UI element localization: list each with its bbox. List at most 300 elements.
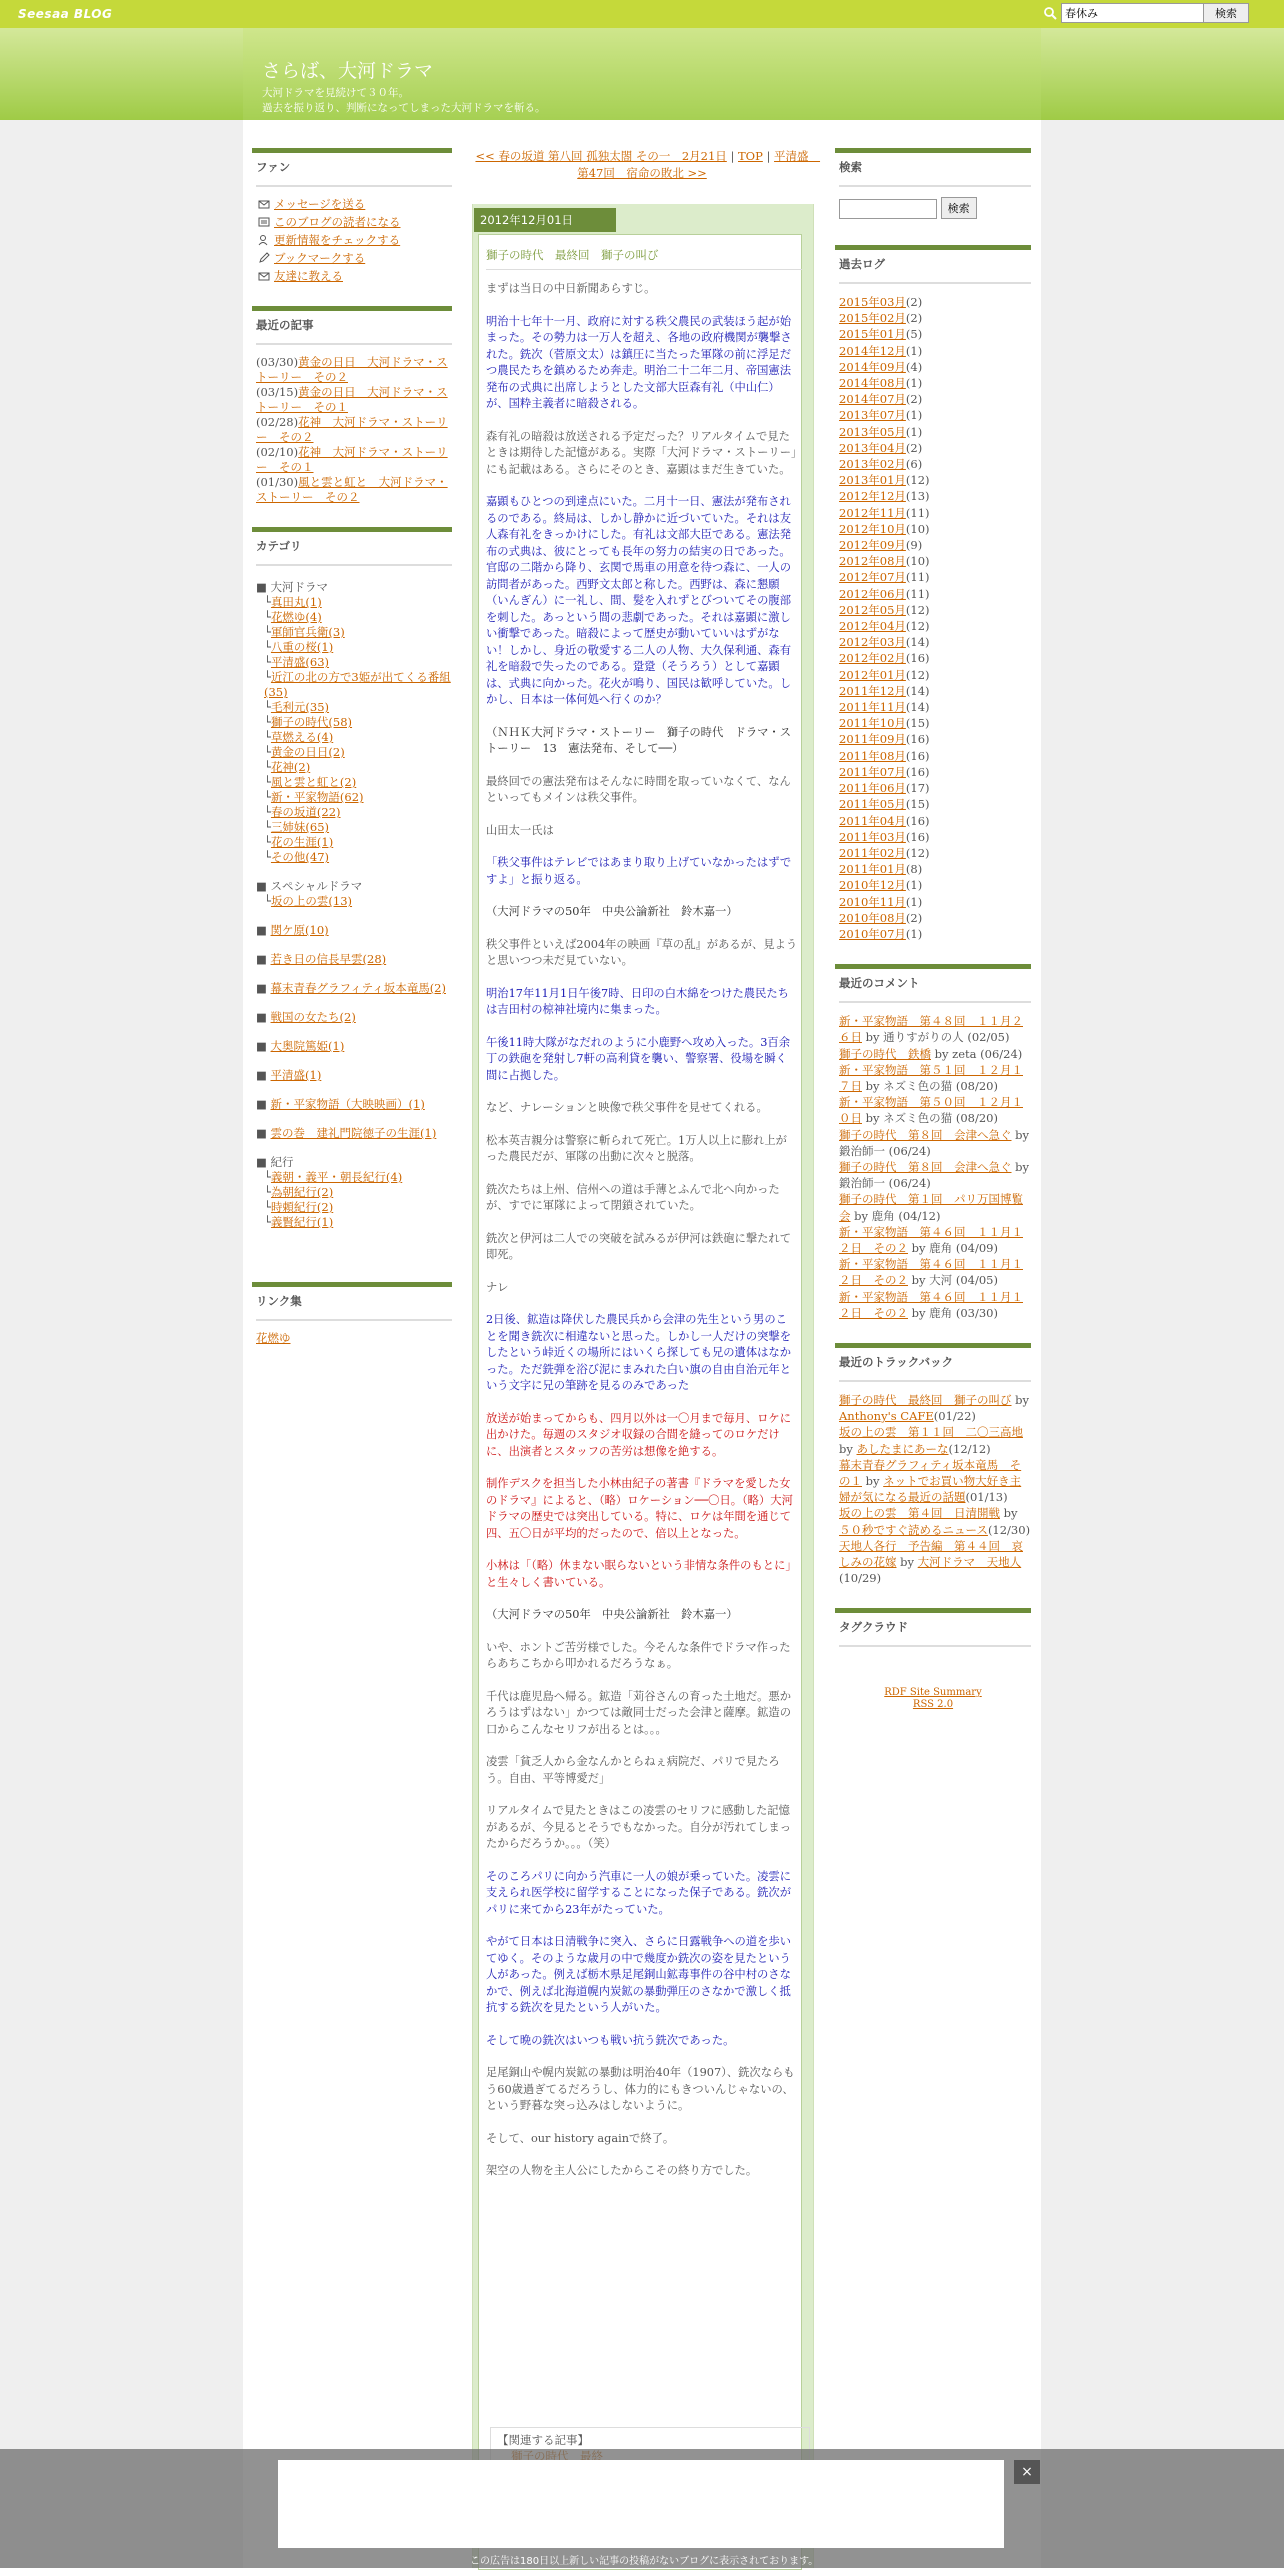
trackback-article-link[interactable]: 獅子の時代 最終回 獅子の叫び xyxy=(839,1392,1012,1407)
archive-item xyxy=(839,602,1031,618)
main-content xyxy=(466,148,821,182)
tree-branch-icon: └ xyxy=(264,595,271,609)
category-link[interactable]: 八重の桜(1) xyxy=(270,640,334,654)
prev-entry-link[interactable]: << 春の坂道 第八回 孤独太閤 その一 2月21日 xyxy=(475,149,727,163)
category-link[interactable]: 花の生涯(1) xyxy=(270,835,334,849)
archive-item xyxy=(839,796,1031,812)
archive-link[interactable]: 2012年06月 xyxy=(839,586,906,601)
fan-box xyxy=(252,148,452,284)
bullet-icon: ■ xyxy=(256,879,271,893)
comment-article-link[interactable]: 獅子の時代 第８回 会津へ急ぐ xyxy=(839,1127,1012,1142)
trackback-article-link[interactable]: 坂の上の雲 第４回 日清開戦 xyxy=(839,1506,1000,1521)
recent-article-item xyxy=(256,415,452,445)
archive-link[interactable]: 2011年06月 xyxy=(839,781,906,796)
category-link[interactable]: 坂の上の雲(13) xyxy=(270,894,353,908)
blog-description xyxy=(262,86,546,116)
archive-item xyxy=(839,650,1031,666)
archive-link[interactable]: 2013年01月 xyxy=(839,473,906,488)
archive-item xyxy=(839,877,1031,893)
entry-paragraph: リアルタイムで見たときはこの凌雲のセリフに感動した記憶があるが、今見るとそうでもなかった。自分が汚れてしまったからだろうか。。。（笑） xyxy=(486,1804,792,1850)
recent-article-item xyxy=(256,355,452,385)
tree-branch-icon: └ xyxy=(264,775,271,789)
category-link[interactable]: 草燃える(4) xyxy=(270,730,334,744)
archive-link[interactable]: 2012年07月 xyxy=(839,570,906,585)
entry-paragraph: 架空の人物を主人公にしたからこその終り方でした。 xyxy=(486,2164,758,2177)
trackback-article-link[interactable]: 坂の上の雲 第１１回 二〇三高地 xyxy=(839,1425,1023,1440)
tree-branch-icon: └ xyxy=(264,625,271,639)
fan-item-tell-friend[interactable] xyxy=(256,269,452,284)
top-search-input[interactable] xyxy=(1061,3,1219,23)
category-item xyxy=(256,1170,452,1185)
archive-link[interactable]: 2010年08月 xyxy=(839,910,906,925)
trackback-source-link[interactable]: 大河ドラマ 天地人 xyxy=(917,1555,1022,1570)
bullet-icon: ■ xyxy=(256,1068,271,1082)
category-group xyxy=(256,952,452,967)
top-search-button[interactable]: 検索 xyxy=(1203,3,1249,23)
bullet-icon: ■ xyxy=(256,1097,271,1111)
archive-link[interactable]: 2015年03月 xyxy=(839,295,906,309)
archive-link[interactable]: 2012年04月 xyxy=(839,619,906,634)
archive-item xyxy=(839,310,1031,326)
comment-by-label: by xyxy=(862,1078,884,1093)
rdf-link[interactable]: RDF Site Summary xyxy=(884,1687,982,1699)
fan-item-bookmark[interactable] xyxy=(256,251,452,266)
archive-item xyxy=(839,634,1031,650)
comment-by-label: by xyxy=(850,1208,872,1223)
tree-branch-icon: └ xyxy=(264,1185,271,1199)
category-group-label: 大河ドラマ xyxy=(270,580,329,594)
archive-item xyxy=(839,926,1031,942)
archive-link[interactable]: 2014年08月 xyxy=(839,376,906,391)
blog-header xyxy=(0,28,1284,120)
archive-count: (14) xyxy=(905,683,930,698)
tagcloud-heading: タグクラウド xyxy=(839,1619,1031,1647)
fan-item-reader[interactable] xyxy=(256,215,452,230)
comment-article-link[interactable]: 新・平家物語 第４６回 １１月１２日 その２ xyxy=(839,1289,1023,1320)
left-sidebar xyxy=(252,148,452,1368)
archive-link[interactable]: 2011年09月 xyxy=(839,732,906,747)
entry-paragraph: 秩父事件といえば2004年の映画『草の乱』があるが、見ようと思いつつ未だ見ていない。 xyxy=(486,937,798,967)
archive-link[interactable]: 2011年04月 xyxy=(839,813,906,828)
archive-count: (8) xyxy=(905,862,923,877)
archive-count: (15) xyxy=(905,797,930,812)
category-item xyxy=(256,730,452,745)
top-bar xyxy=(0,0,1284,28)
archive-link[interactable]: 2012年08月 xyxy=(839,554,906,569)
tree-branch-icon: └ xyxy=(264,670,271,684)
tagcloud-box xyxy=(835,1608,1031,1711)
comment-article-link[interactable]: 獅子の時代 第８回 会津へ急ぐ xyxy=(839,1159,1012,1174)
archive-count: (13) xyxy=(905,489,930,504)
category-link[interactable]: 義朝・義平・朝長紀行(4) xyxy=(270,1170,403,1184)
category-group xyxy=(256,1097,452,1112)
archive-count: (9) xyxy=(905,538,923,553)
trackbacks-box xyxy=(835,1343,1031,1586)
fan-item-label[interactable]: 友達に教える xyxy=(274,269,343,283)
archive-count: (12) xyxy=(905,473,930,488)
search-box xyxy=(835,148,1031,223)
entry-paragraph: 制作デスクを担当した小林由紀子の著書『ドラマを愛した女のドラマ』によると、（略）ロケーション──〇日。（略）大河ドラマの歴史では突出している。特に、ロケは年間を通じて四、五〇日が平均的だったので、倍以上となった。 xyxy=(486,1477,793,1540)
archive-link[interactable]: 2012年01月 xyxy=(839,667,906,682)
archive-link[interactable]: 2015年02月 xyxy=(839,311,906,326)
comment-by-label: by xyxy=(862,1111,884,1126)
category-link[interactable]: 新・平家物語（大映映画）(1) xyxy=(270,1097,425,1111)
archive-link[interactable]: 2012年02月 xyxy=(839,651,906,666)
trackback-source-link[interactable]: あしたまにあーな xyxy=(856,1441,949,1456)
archive-item xyxy=(839,683,1031,699)
entry-paragraph: 足尾銅山や幌内炭鉱の暴動は明治40年（1907）、銑次ならもう60歳過ぎてるだろうし、体力的にもきついんじゃないの、という野暮な突っ込みはしないように。 xyxy=(486,2066,795,2112)
category-link[interactable]: 花神(2) xyxy=(270,760,311,774)
comments-heading: 最近のコメント xyxy=(839,975,1031,1003)
comments-list xyxy=(835,1013,1031,1321)
entry-paragraph: など、ナレーションと映像で秩父事件を見せてくれる。 xyxy=(486,1101,768,1114)
archive-item xyxy=(839,375,1031,391)
fan-item-label[interactable]: メッセージを送る xyxy=(274,197,366,211)
archive-count: (1) xyxy=(905,376,923,391)
entry-body xyxy=(486,281,798,2196)
comments-box xyxy=(835,964,1031,1321)
comment-item xyxy=(839,1062,1031,1094)
category-group xyxy=(256,1155,452,1170)
category-link[interactable]: 獅子の時代(58) xyxy=(270,715,353,729)
recent-article-link[interactable]: 花神 大河ドラマ・ストーリー その１ xyxy=(256,445,448,474)
archive-count: (17) xyxy=(905,781,930,796)
archive-link[interactable]: 2011年05月 xyxy=(839,797,906,812)
category-list xyxy=(252,580,452,1230)
bullet-icon: ■ xyxy=(256,923,271,937)
bullet-icon: ■ xyxy=(256,1039,271,1053)
archive-link[interactable]: 2013年02月 xyxy=(839,457,906,472)
bullet-icon: ■ xyxy=(256,1126,271,1140)
archive-count: (2) xyxy=(905,311,923,326)
entry-nav: << 春の坂道 第八回 孤独太閤 その一 2月21日 | TOP | 平清盛 第47回 宿命の敗北 >> xyxy=(475,149,821,180)
category-link[interactable]: 関ケ原(10) xyxy=(270,923,329,937)
category-link[interactable]: 花燃ゆ(4) xyxy=(270,610,322,624)
category-link[interactable]: その他(47) xyxy=(270,850,330,864)
archive-item xyxy=(839,424,1031,440)
bullet-icon: ■ xyxy=(256,1155,271,1169)
sidebar-search-button[interactable]: 検索 xyxy=(941,197,977,219)
category-link[interactable]: 三姉妹(65) xyxy=(270,820,330,834)
archive-link[interactable]: 2014年12月 xyxy=(839,343,906,358)
archive-item xyxy=(839,521,1031,537)
category-item xyxy=(256,595,452,610)
archive-count: (1) xyxy=(905,343,923,358)
category-item xyxy=(256,1215,452,1230)
category-item xyxy=(256,640,452,655)
archive-count: (10) xyxy=(905,521,930,536)
recent-article-link[interactable]: 黄金の日日 大河ドラマ・ストーリー その１ xyxy=(256,385,448,414)
blog-description-line: 過去を振り返り、判断になってしまった大河ドラマを斬る。 xyxy=(262,102,546,114)
comment-item xyxy=(839,1289,1031,1321)
recent-article-date: (03/30) xyxy=(256,355,299,369)
entry-paragraph: （大河ドラマの50年 中央公論新社 鈴木嘉一） xyxy=(486,905,738,918)
comment-author: 大河 (04/05) xyxy=(929,1273,998,1288)
archive-item xyxy=(839,780,1031,796)
rss-link[interactable]: RSS 2.0 xyxy=(912,1699,954,1711)
entry-paragraph: そして、our history againで終了。 xyxy=(486,2131,675,2145)
trackback-item xyxy=(839,1538,1031,1587)
search-icon xyxy=(1043,6,1057,20)
archive-item xyxy=(839,343,1031,359)
ad-frame[interactable] xyxy=(278,2460,1004,2548)
trackback-by-label: by xyxy=(862,1474,884,1488)
recent-article-date: (01/30) xyxy=(256,475,299,489)
archive-count: (16) xyxy=(905,651,930,666)
archive-item xyxy=(839,391,1031,407)
fan-item-label[interactable]: このブログの読者になる xyxy=(274,215,401,229)
pencil-icon xyxy=(258,252,270,264)
tree-branch-icon: └ xyxy=(264,760,271,774)
archive-link[interactable]: 2011年11月 xyxy=(839,700,906,715)
close-ad-button[interactable]: × xyxy=(1014,2460,1040,2484)
archive-count: (12) xyxy=(905,845,930,860)
tree-branch-icon: └ xyxy=(264,655,271,669)
archive-link[interactable]: 2013年04月 xyxy=(839,440,906,455)
archive-list xyxy=(835,294,1031,942)
search-heading: 検索 xyxy=(839,159,1031,187)
tree-branch-icon: └ xyxy=(264,850,271,864)
comment-article-link[interactable]: 新・平家物語 第４８回 １１月２６日 xyxy=(839,1014,1023,1045)
tree-branch-icon: └ xyxy=(264,745,271,759)
category-item xyxy=(256,700,452,715)
archive-item xyxy=(839,910,1031,926)
archive-count: (11) xyxy=(905,570,930,585)
category-link[interactable]: 真田丸(1) xyxy=(270,595,322,609)
archive-count: (14) xyxy=(905,700,930,715)
trackback-article-link[interactable]: 天地人各行 予告編 第４４回 哀しみの花嫁 xyxy=(839,1538,1023,1570)
archive-count: (12) xyxy=(905,667,930,682)
comment-item xyxy=(839,1224,1031,1256)
archive-link[interactable]: 2011年03月 xyxy=(839,829,906,844)
category-link[interactable]: 風と雲と虹と(2) xyxy=(270,775,357,789)
category-group xyxy=(256,580,452,595)
comment-item xyxy=(839,1094,1031,1126)
comment-item xyxy=(839,1046,1031,1062)
mail-icon xyxy=(258,270,270,282)
tree-branch-icon: └ xyxy=(264,805,271,819)
archive-count: (10) xyxy=(905,554,930,569)
entry-paragraph: 千代は鹿児島へ帰る。鉱造「苅谷さんの育った土地だ。悪かろうはずはない」かつては敵同士だった会津と薩摩。鉱造の口からこんなセリフが出るとは。。。 xyxy=(486,1689,792,1736)
trackback-item xyxy=(839,1505,1031,1537)
category-link[interactable]: 軍師官兵衛(3) xyxy=(270,625,345,639)
archive-item xyxy=(839,618,1031,634)
category-link[interactable]: 大奥院篤姫(1) xyxy=(270,1039,345,1053)
trackback-item xyxy=(839,1424,1031,1456)
comment-author: ネズミ色の猫 (08/20) xyxy=(883,1111,998,1126)
seesaa-logo[interactable]: Seesaa BLOG xyxy=(18,7,113,21)
top-link[interactable]: TOP xyxy=(738,149,763,163)
trackback-date: (12/30) xyxy=(987,1522,1031,1537)
tree-branch-icon: └ xyxy=(264,820,271,834)
category-item xyxy=(256,805,452,820)
trackback-by-label: by xyxy=(1000,1506,1018,1521)
archive-count: (14) xyxy=(905,635,930,650)
fan-heading: ファン xyxy=(256,159,452,187)
archive-link[interactable]: 2011年08月 xyxy=(839,748,906,763)
tree-branch-icon: └ xyxy=(264,730,271,744)
trackback-source-link[interactable]: Anthony's CAFE xyxy=(839,1409,934,1424)
category-link[interactable]: 黄金の日日(2) xyxy=(270,745,345,759)
archive-link[interactable]: 2010年12月 xyxy=(839,878,906,893)
category-link[interactable]: 時頼紀行(2) xyxy=(270,1200,334,1214)
archive-count: (2) xyxy=(905,392,923,407)
archive-link[interactable]: 2013年05月 xyxy=(839,424,906,439)
category-group xyxy=(256,1126,452,1141)
archive-item xyxy=(839,440,1031,456)
category-link[interactable]: 春の坂道(22) xyxy=(270,805,341,819)
recent-article-item xyxy=(256,475,452,505)
archive-count: (1) xyxy=(905,894,923,909)
archive-link[interactable]: 2012年10月 xyxy=(839,521,906,536)
archive-item xyxy=(839,748,1031,764)
recent-articles-box xyxy=(252,306,452,505)
comment-article-link[interactable]: 獅子の時代 第１回 パリ万国博覧会 xyxy=(839,1192,1023,1223)
sidebar-search-input[interactable] xyxy=(839,199,937,219)
category-item xyxy=(256,790,452,805)
archive-count: (16) xyxy=(905,813,930,828)
trackback-date: (10/29) xyxy=(839,1571,882,1586)
trackback-article-link[interactable]: 幕末青春グラフィティ坂本竜馬 その１ xyxy=(839,1457,1022,1488)
archive-item xyxy=(839,894,1031,910)
link-item[interactable]: 花燃ゆ xyxy=(256,1331,291,1345)
comment-author: 鹿角 (03/30) xyxy=(929,1305,998,1320)
archive-item xyxy=(839,553,1031,569)
category-group xyxy=(256,1068,452,1083)
comment-article-link[interactable]: 新・平家物語 第４６回 １１月１２日 その２ xyxy=(839,1224,1023,1255)
fan-item-label[interactable]: 更新情報をチェックする xyxy=(274,233,401,247)
archive-item xyxy=(839,326,1031,342)
trackbacks-heading: 最近のトラックバック xyxy=(839,1354,1031,1382)
category-link[interactable]: 平清盛(63) xyxy=(270,655,330,669)
archive-link[interactable]: 2012年05月 xyxy=(839,602,906,617)
comment-author: 鍛治師一 (06/24) xyxy=(839,1176,931,1191)
category-item xyxy=(256,835,452,850)
archive-link[interactable]: 2012年11月 xyxy=(839,505,906,520)
archive-link[interactable]: 2010年11月 xyxy=(839,894,906,909)
archive-link[interactable]: 2011年01月 xyxy=(839,862,906,877)
recent-article-link[interactable]: 黄金の日日 大河ドラマ・ストーリー その２ xyxy=(256,355,448,384)
archive-count: (1) xyxy=(905,926,923,941)
tree-branch-icon: └ xyxy=(264,640,271,654)
category-link[interactable]: 戦国の女たち(2) xyxy=(270,1010,356,1024)
trackbacks-list xyxy=(835,1392,1031,1586)
related-heading: 【関連する記事】 xyxy=(497,2433,589,2447)
archive-link[interactable]: 2011年07月 xyxy=(839,764,906,779)
comment-article-link[interactable]: 新・平家物語 第５０回 １２月１０日 xyxy=(839,1095,1023,1126)
archive-link[interactable]: 2011年12月 xyxy=(839,683,906,698)
fan-item-label[interactable]: ブックマークする xyxy=(274,251,366,265)
category-link[interactable]: 近江の北の方で3姫が出てくる番組(35) xyxy=(264,670,451,699)
category-link[interactable]: 毛利元(35) xyxy=(270,700,330,714)
comment-article-link[interactable]: 獅子の時代 鉄橋 xyxy=(839,1046,931,1061)
comment-article-link[interactable]: 新・平家物語 第４６回 １１月１２日 その２ xyxy=(839,1257,1023,1288)
category-item xyxy=(256,1185,452,1200)
archive-link[interactable]: 2014年09月 xyxy=(839,359,906,374)
entry-paragraph: 銑次たちは上州、信州への道は手薄とふんで北へ向かったが、すでに軍隊によって閉鎖されていた。 xyxy=(486,1182,780,1212)
entry-paragraph: 「秩父事件はテレビではあまり取り上げていなかったはずですよ」と振り返る。 xyxy=(486,856,792,886)
entry-title[interactable]: 獅子の時代 最終回 獅子の叫び xyxy=(486,247,802,270)
archive-heading: 過去ログ xyxy=(839,256,1031,284)
trackback-source-link[interactable]: ネットでお買い物大好き主婦が気になる最近の話題 xyxy=(839,1474,1022,1505)
category-link[interactable]: 若き日の信長早雲(28) xyxy=(270,952,387,966)
category-item xyxy=(256,1200,452,1215)
next-entry-link[interactable]: 平清盛 第47回 宿命の敗北 >> xyxy=(577,149,821,180)
archive-count: (16) xyxy=(905,764,930,779)
entry-paragraph: 森有礼の暗殺は放送される予定だった？リアルタイムで見たときは期待した記憶がある。実際「大河ドラマ・ストーリー」にも記載はある。さらにそのとき、嘉顕はまだ生きていた。 xyxy=(486,429,797,476)
archive-link[interactable]: 2015年01月 xyxy=(839,327,906,342)
recent-article-link[interactable]: 花神 大河ドラマ・ストーリー その２ xyxy=(256,415,448,444)
archive-link[interactable]: 2012年03月 xyxy=(839,635,906,650)
category-group xyxy=(256,923,452,938)
category-item xyxy=(256,655,452,670)
entry-paragraph: 嘉顕もひとつの到達点にいた。二月十一日、憲法が発布されるのである。終局は、しかし静かに近づいていた。それは友人森有礼をきっかけにした。有礼は文部大臣である。憲法発布の式典は、彼にとっても長年の努力の結実の日であった。官邸の二階から降り、玄関で馬車の用意を待つ森に、一人の訪問者があった。西野文太郎と称した。西野は、森に懇願（いんぎん）に一礼し、間、髪を入れずとびついてその腹部を刺した。あっという間の悲劇であった。それは嘉顕に激しい衝撃であった。暗殺によって歴史が動いていいはずがない！しかし、身近の敬愛する二人の人物、大久保利通、森有礼を暗殺で失ったのである。跫跫（そうろう）として嘉顕は、式典に向かった。花火が鳴り、国民は歓呼していた。しかし、日本は一体何処へ行くのか？ xyxy=(486,495,792,706)
archive-link[interactable]: 2012年12月 xyxy=(839,489,906,504)
tree-branch-icon: └ xyxy=(264,790,271,804)
entry-paragraph: 松本英吉親分は警察に斬られて死亡。1万人以上に膨れ上がった農民だが、軍隊の出動に次々と脱落。 xyxy=(486,1133,787,1163)
entry-paragraph: 山田太一氏は xyxy=(486,823,554,837)
recent-article-link[interactable]: 風と雲と虹と 大河ドラマ・ストーリー その２ xyxy=(256,475,448,504)
person-icon xyxy=(258,234,270,246)
fan-item-message[interactable] xyxy=(256,197,452,212)
archive-count: (16) xyxy=(905,732,930,747)
trackback-date: (01/13) xyxy=(965,1490,1008,1505)
category-link[interactable]: 雲の巻 建礼門院徳子の生涯(1) xyxy=(270,1126,437,1140)
right-sidebar xyxy=(835,148,1031,1721)
tree-branch-icon: └ xyxy=(264,700,271,714)
archive-item xyxy=(839,456,1031,472)
envelope-icon xyxy=(258,198,270,210)
archive-link[interactable]: 2013年07月 xyxy=(839,408,906,423)
tree-branch-icon: └ xyxy=(264,1170,271,1184)
category-link[interactable]: 義賢紀行(1) xyxy=(270,1215,334,1229)
blog-title[interactable]: さらば、大河ドラマ xyxy=(262,60,434,82)
category-item xyxy=(256,670,452,700)
comment-item xyxy=(839,1159,1031,1191)
comment-by-label: by xyxy=(931,1046,953,1061)
archive-link[interactable]: 2011年02月 xyxy=(839,845,906,860)
trackback-item xyxy=(839,1457,1031,1506)
trackback-source-link[interactable]: ５０秒ですぐ読めるニュース xyxy=(839,1522,988,1537)
archive-link[interactable]: 2011年10月 xyxy=(839,716,906,731)
archive-count: (11) xyxy=(905,586,930,601)
archive-link[interactable]: 2014年07月 xyxy=(839,392,906,407)
entry-paragraph: 銑次と伊河は二人での突破を試みるが伊河は鉄砲に撃たれて即死。 xyxy=(486,1231,792,1261)
reader-icon xyxy=(258,216,270,228)
recent-article-date: (03/15) xyxy=(256,385,299,399)
archive-link[interactable]: 2012年09月 xyxy=(839,538,906,553)
category-link[interactable]: 幕末青春グラフィティ坂本竜馬(2) xyxy=(270,981,446,995)
comment-article-link[interactable]: 新・平家物語 第５１回 １２月１７日 xyxy=(839,1062,1023,1093)
entry-paragraph: そのころパリに向かう汽車に一人の娘が乗っていた。凌雲に支えられ医学校に留学することになった保子である。銑次がパリに来てから23年がたっていた。 xyxy=(486,1869,792,1916)
archive-count: (1) xyxy=(905,424,923,439)
archive-count: (2) xyxy=(905,440,923,455)
trackback-date: (12/12) xyxy=(948,1441,991,1456)
comment-item xyxy=(839,1256,1031,1288)
entry-paragraph: 最終回での憲法発布はそんなに時間を取っていなくて、なんといってもメインは秩父事件。 xyxy=(486,774,791,804)
category-link[interactable]: 新・平家物語(62) xyxy=(270,790,364,804)
category-link[interactable]: 平清盛(1) xyxy=(270,1068,322,1082)
fan-item-updates[interactable] xyxy=(256,233,452,248)
archive-count: (1) xyxy=(905,408,923,423)
archive-item xyxy=(839,472,1031,488)
category-link[interactable]: 為朝紀行(2) xyxy=(270,1185,334,1199)
category-group xyxy=(256,1039,452,1054)
tree-branch-icon: └ xyxy=(264,835,271,849)
entry-paragraph: ナレ xyxy=(486,1280,509,1294)
archive-link[interactable]: 2010年07月 xyxy=(839,926,906,941)
category-item xyxy=(256,894,452,909)
